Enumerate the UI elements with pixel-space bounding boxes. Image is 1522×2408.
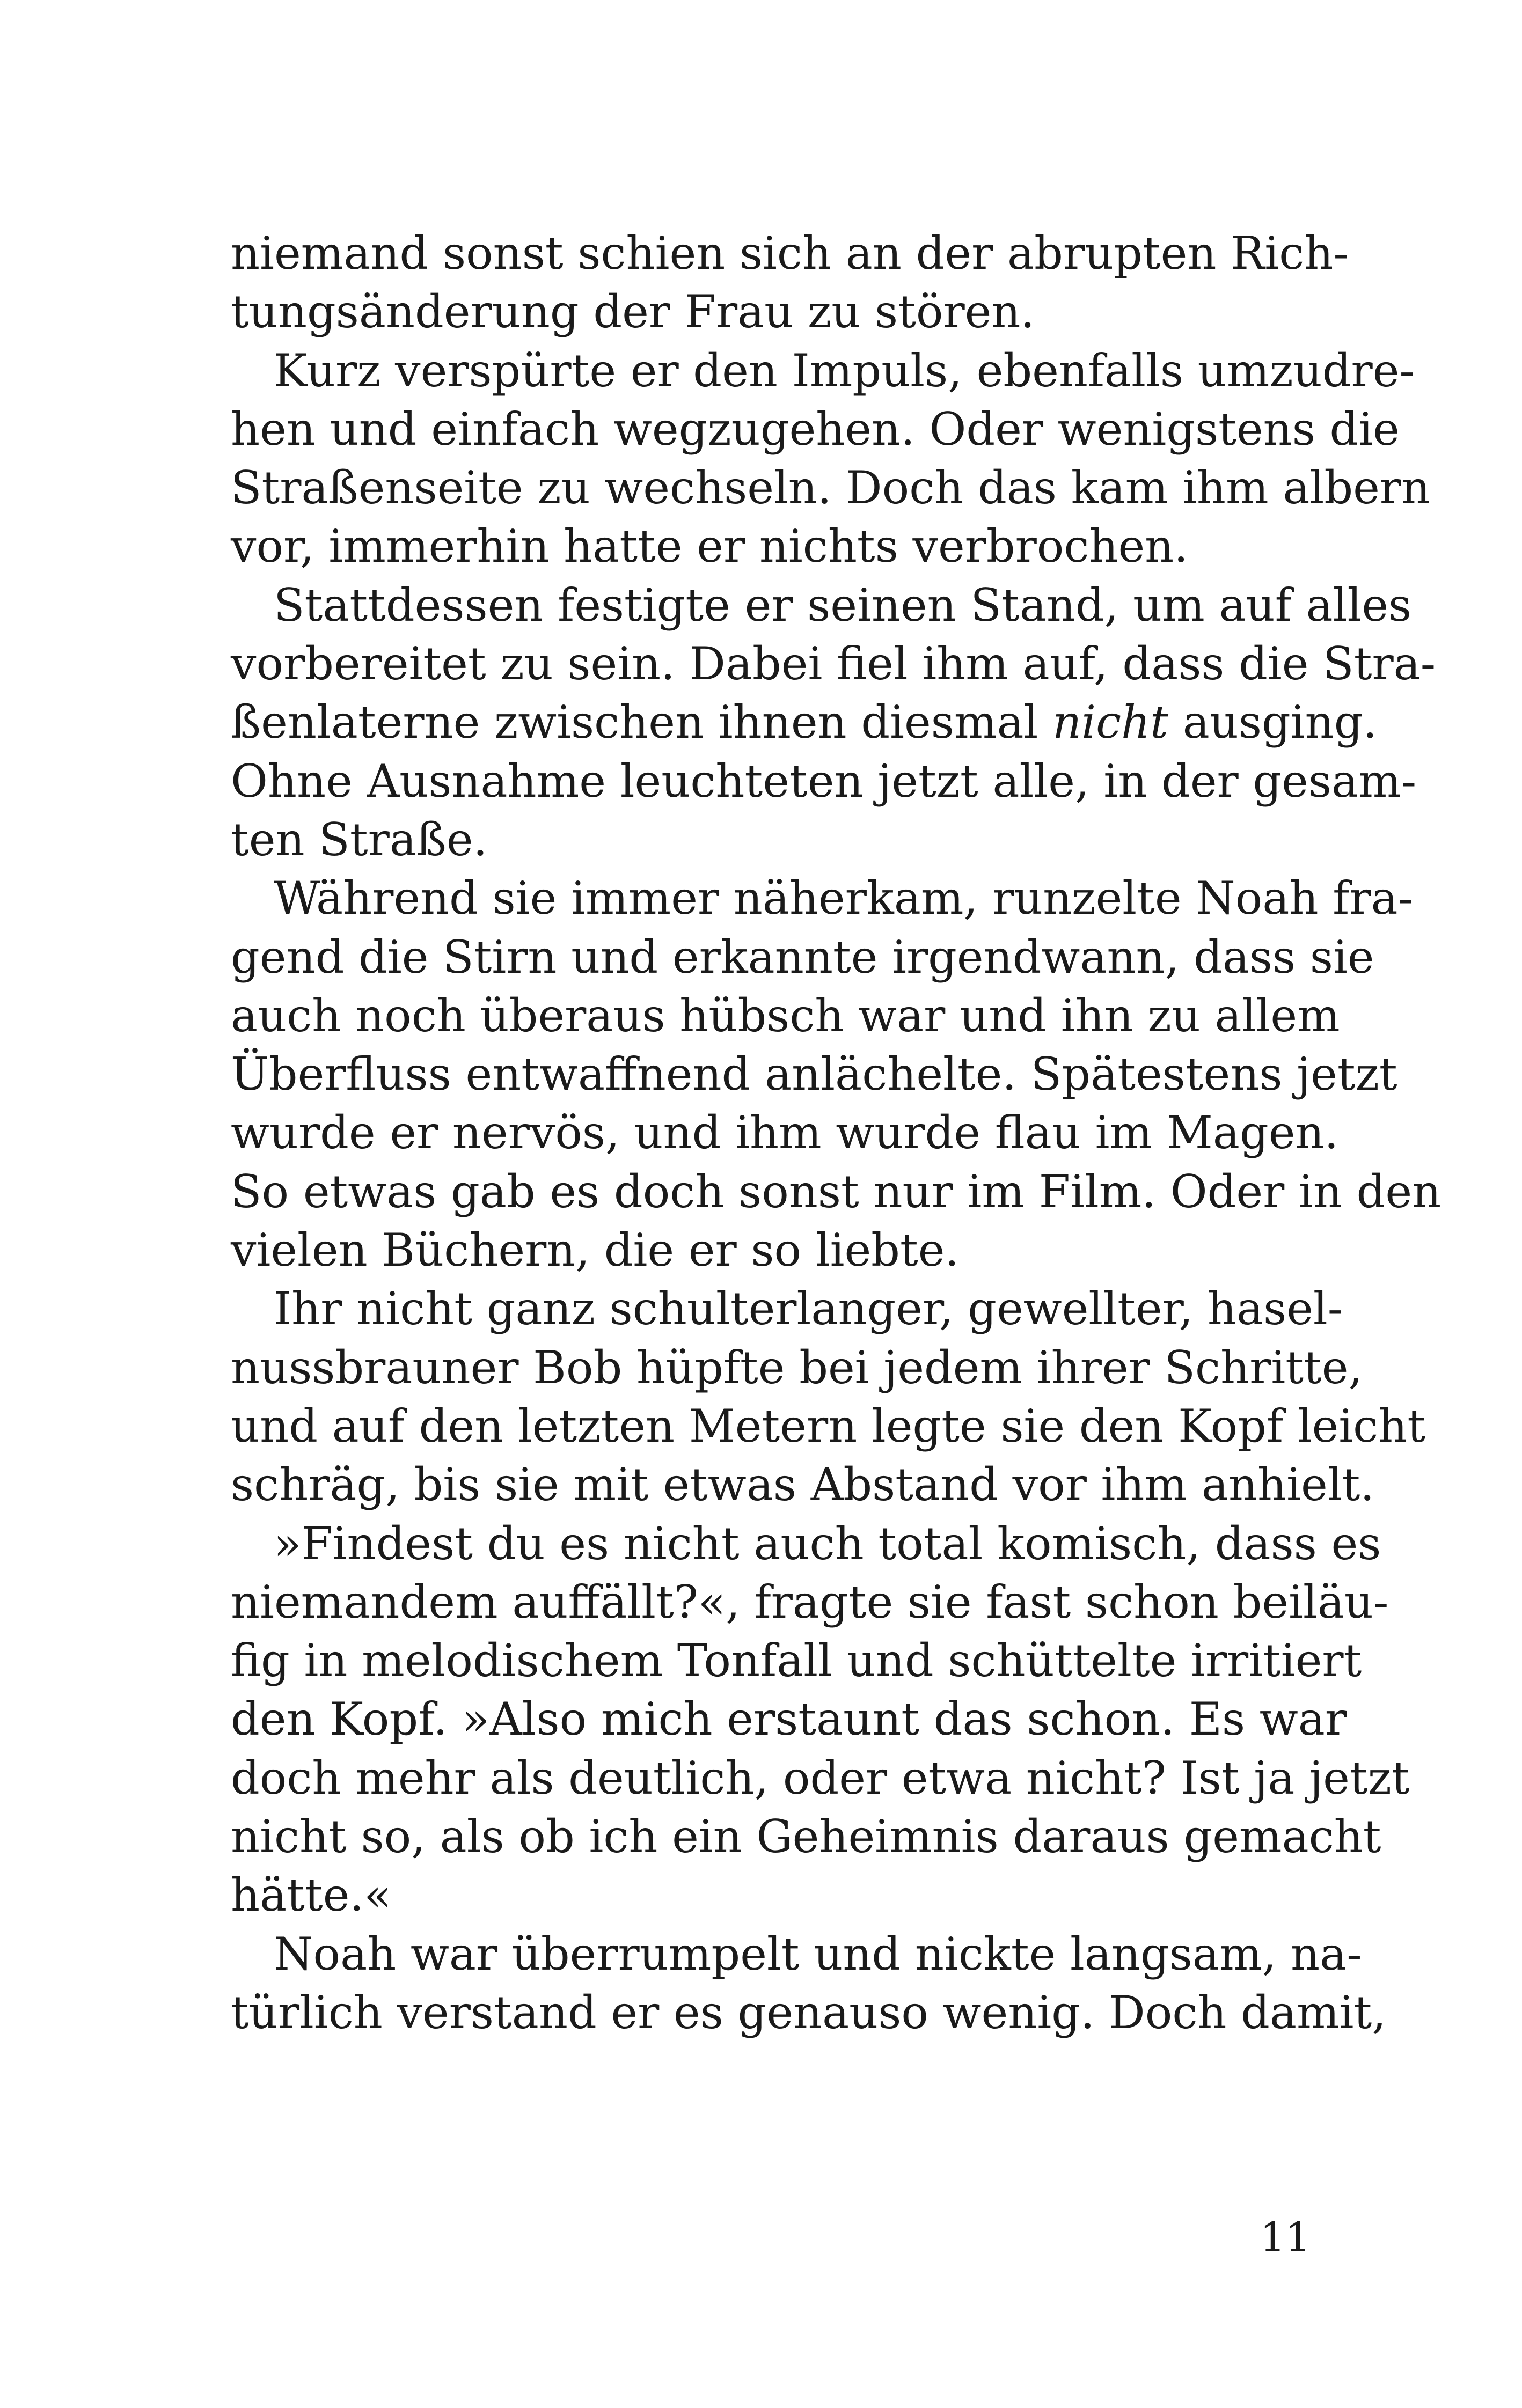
- text-line: Kurz verspürte er den Impuls, ebenfalls umzudre-: [274, 344, 1415, 397]
- text-line: schräg, bis sie mit etwas Abstand vor ihm anhielt.: [231, 1458, 1375, 1511]
- text-line: wurde er nervös, und ihm wurde flau im Magen.: [231, 1106, 1339, 1159]
- text-line: und auf den letzten Metern legte sie den Kopf leicht: [231, 1399, 1426, 1452]
- text-line: niemandem auffällt?«, fragte sie fast schon beiläu-: [231, 1575, 1389, 1628]
- emphasis-text: nicht: [1052, 696, 1168, 749]
- text-line: nussbrauner Bob hüpfte bei jedem ihrer Schritte,: [231, 1341, 1363, 1394]
- text-line: vorbereitet zu sein. Dabei fiel ihm auf, dass die Stra-: [231, 637, 1436, 691]
- text-line: Ohne Ausnahme leuchteten jetzt alle, in der gesam-: [231, 754, 1417, 807]
- text-line: tungsänderung der Frau zu stören.: [231, 285, 1035, 339]
- text-line: gend die Stirn und erkannte irgendwann, dass sie: [231, 930, 1374, 983]
- text-line: »Findest du es nicht auch total komisch, dass es: [274, 1517, 1381, 1570]
- text-line: [231, 693, 1378, 752]
- text-segment: ßenlaterne zwischen ihnen diesmal: [231, 696, 1038, 749]
- text-line: doch mehr als deutlich, oder etwa nicht? Ist ja jetzt: [231, 1751, 1410, 1804]
- text-line: hätte.«: [231, 1869, 392, 1922]
- text-line: Ihr nicht ganz schulterlanger, gewellter, hasel-: [274, 1282, 1343, 1335]
- text-line: hen und einfach wegzugehen. Oder wenigstens die: [231, 402, 1400, 456]
- text-line: fig in melodischem Tonfall und schüttelte irritiert: [231, 1634, 1362, 1687]
- text-line: vielen Büchern, die er so liebte.: [231, 1224, 960, 1277]
- text-line: Noah war überrumpelt und nickte langsam, na-: [274, 1927, 1362, 1980]
- text-line: den Kopf. »Also mich erstaunt das schon. Es war: [231, 1693, 1347, 1746]
- text-line: nicht so, als ob ich ein Geheimnis daraus gemacht: [231, 1810, 1381, 1863]
- text-line: türlich verstand er es genauso wenig. Doch damit,: [231, 1986, 1386, 2039]
- text-line: niemand sonst schien sich an der abrupten Rich-: [231, 227, 1349, 280]
- text-line: So etwas gab es doch sonst nur im Film. Oder in den: [231, 1165, 1441, 1218]
- body-text: [231, 224, 1441, 2042]
- text-line: Überfluss entwaffnend anlächelte. Spätestens jetzt: [231, 1048, 1397, 1101]
- text-segment: ausging.: [1182, 696, 1378, 749]
- page-number: 11: [1260, 2214, 1311, 2260]
- text-line: auch noch überaus hübsch war und ihn zu allem: [231, 989, 1340, 1042]
- text-line: Während sie immer näherkam, runzelte Noah fra-: [274, 872, 1413, 925]
- text-line: Stattdessen festigte er seinen Stand, um auf alles: [274, 578, 1412, 632]
- text-line: ten Straße.: [231, 813, 488, 866]
- text-line: Straßenseite zu wechseln. Doch das kam ihm albern: [231, 461, 1431, 515]
- text-line: vor, immerhin hatte er nichts verbrochen.: [231, 520, 1188, 573]
